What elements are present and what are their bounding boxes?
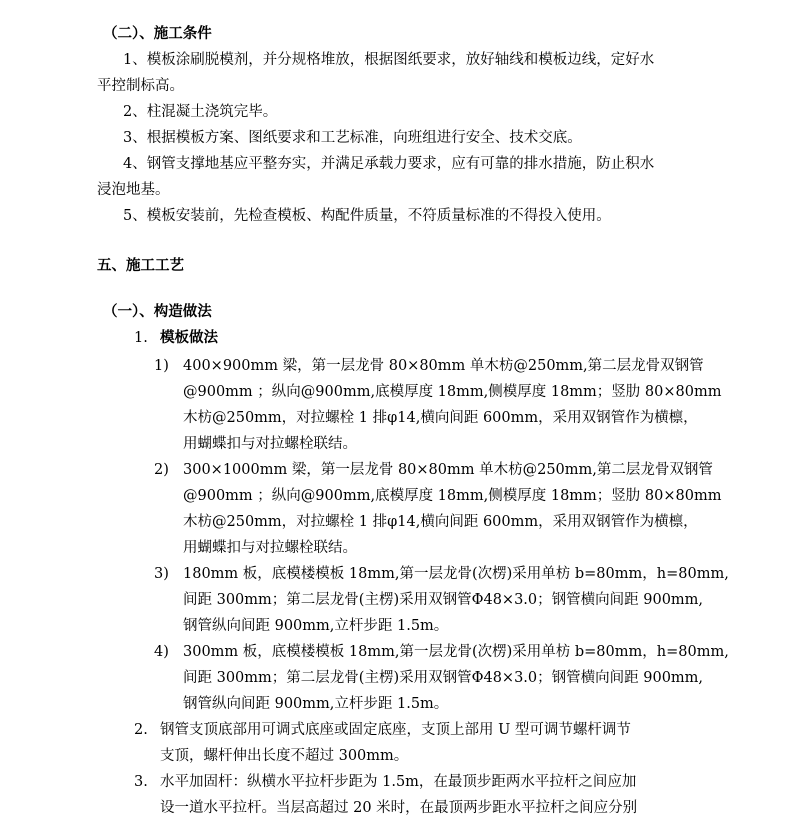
section-heading-construction-process: 五、施工工艺 xyxy=(97,257,184,274)
subitem-1-line-2: @900mm ；纵向@900mm,底模厚度 18mm,侧模厚度 18mm；竖肋 80×80mm xyxy=(183,384,722,400)
subitem-3-line-2: 间距 300mm；第二层龙骨(主楞)采用双钢管Φ48×3.0；钢管横向间距 900mm, xyxy=(183,592,704,608)
subitem-3-line-1: 180mm 板，底模楼模板 18mm,第一层龙骨(次楞)采用单枋 b=80mm，h=80mm, xyxy=(183,566,729,582)
subsection-heading-construction-method: （一）、构造做法 xyxy=(103,303,212,320)
subitem-2-number: 2) xyxy=(154,462,169,478)
subitem-4-line-2: 间距 300mm；第二层龙骨(主楞)采用双钢管Φ48×3.0；钢管横向间距 900mm, xyxy=(183,670,704,686)
condition-item-3: 3、根据模板方案、图纸要求和工艺标准，向班组进行安全、技术交底。 xyxy=(123,130,582,146)
subitem-3-line-3: 钢管纵向间距 900mm,立杆步距 1.5m。 xyxy=(183,618,449,634)
subitem-4-line-3: 钢管纵向间距 900mm,立杆步距 1.5m。 xyxy=(183,696,449,712)
item-3-line-2: 设一道水平拉杆。当层高超过 20 米时，在最顶两步距水平拉杆之间应分别 xyxy=(160,800,638,816)
subitem-4-line-1: 300mm 板，底模楼模板 18mm,第一层龙骨(次楞)采用单枋 b=80mm，h=80mm, xyxy=(183,644,729,660)
condition-item-5: 5、模板安装前，先检查模板、构配件质量，不符质量标准的不得投入使用。 xyxy=(123,208,611,224)
item-1-title: 模板做法 xyxy=(160,329,218,346)
subitem-4-number: 4) xyxy=(154,644,169,660)
subitem-1-line-4: 用蝴蝶扣与对拉螺栓联结。 xyxy=(183,436,357,452)
subitem-2-line-3: 木枋@250mm，对拉螺栓 1 排φ14,横向间距 600mm，采用双钢管作为横檩， xyxy=(183,514,698,530)
condition-item-1-line-1: 1、模板涂刷脱模剂，并分规格堆放，根据图纸要求，放好轴线和模板边线，定好水 xyxy=(123,52,655,68)
subitem-1-line-3: 木枋@250mm，对拉螺栓 1 排φ14,横向间距 600mm，采用双钢管作为横檩， xyxy=(183,410,698,426)
condition-item-4-line-2: 浸泡地基。 xyxy=(97,182,170,198)
item-2-line-1: 钢管支顶底部用可调式底座或固定底座，支顶上部用 U 型可调节螺杆调节 xyxy=(160,722,631,738)
item-1-number: 1. xyxy=(134,330,148,346)
item-2-number: 2. xyxy=(134,722,148,738)
subitem-3-number: 3) xyxy=(154,566,169,582)
condition-item-2: 2、柱混凝土浇筑完毕。 xyxy=(123,104,278,120)
condition-item-4-line-1: 4、钢管支撑地基应平整夯实，并满足承载力要求，应有可靠的排水措施，防止积水 xyxy=(123,156,655,172)
item-3-number: 3. xyxy=(134,774,148,790)
subitem-2-line-2: @900mm ；纵向@900mm,底模厚度 18mm,侧模厚度 18mm；竖肋 80×80mm xyxy=(183,488,722,504)
subitem-1-number: 1) xyxy=(154,358,169,374)
subitem-2-line-4: 用蝴蝶扣与对拉螺栓联结。 xyxy=(183,540,357,556)
subitem-1-line-1: 400×900mm 梁，第一层龙骨 80×80mm 单木枋@250mm,第二层龙骨双钢管 xyxy=(183,358,704,374)
item-3-line-1: 水平加固杆：纵横水平拉杆步距为 1.5m，在最顶步距两水平拉杆之间应加 xyxy=(160,774,637,790)
section-heading-construction-conditions: （二）、施工条件 xyxy=(103,25,212,42)
item-2-line-2: 支顶，螺杆伸出长度不超过 300mm。 xyxy=(160,748,409,764)
condition-item-1-line-2: 平控制标高。 xyxy=(97,78,184,94)
subitem-2-line-1: 300×1000mm 梁，第一层龙骨 80×80mm 单木枋@250mm,第二层龙骨双钢管 xyxy=(183,462,713,478)
